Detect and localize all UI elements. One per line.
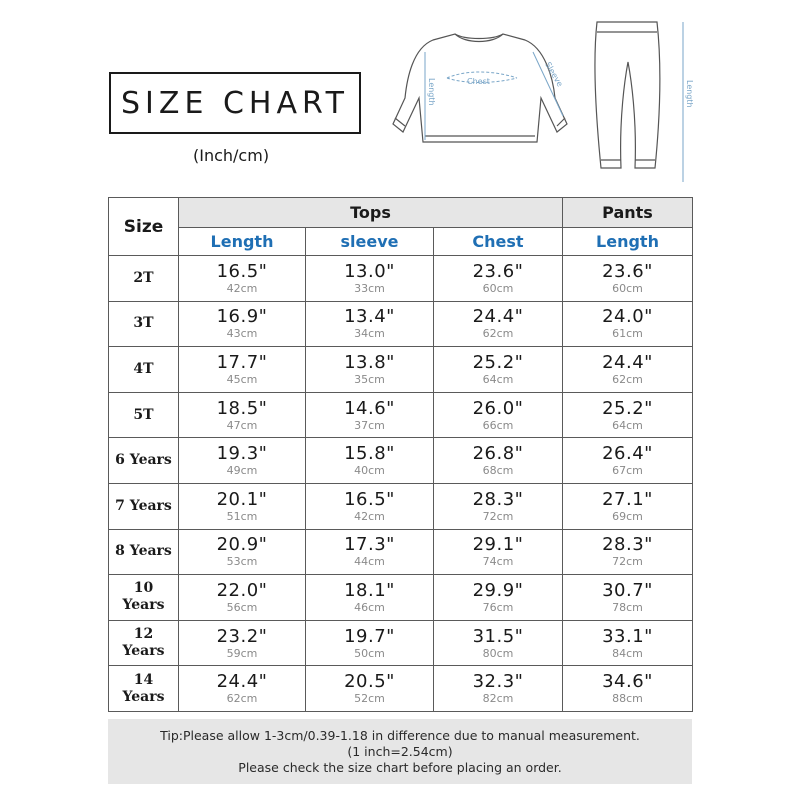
- measurement-cell: [563, 666, 693, 712]
- size-line-2: Years: [122, 688, 165, 705]
- table-row: [109, 256, 693, 302]
- inch-value: 19.3": [216, 443, 268, 465]
- tip-line-3: Please check the size chart before placing an order.: [238, 760, 562, 775]
- cm-value: 33cm: [354, 281, 385, 295]
- table-row: [109, 483, 693, 529]
- measurement-cell: [563, 483, 693, 529]
- measurement-cell: [434, 347, 563, 393]
- cm-value: 72cm: [482, 509, 514, 523]
- cm-value: 78cm: [612, 600, 643, 614]
- cm-value: 56cm: [226, 600, 258, 614]
- measurement-cell: [563, 620, 693, 666]
- measurement-cell: [179, 575, 306, 621]
- inch-value: 15.8": [344, 443, 395, 465]
- cm-value: 88cm: [612, 692, 643, 706]
- top-drawing: [393, 34, 567, 142]
- inch-value: 16.9": [216, 306, 268, 328]
- inch-value: 17.7": [216, 351, 268, 373]
- cm-value: 49cm: [226, 464, 258, 478]
- cm-value: 42cm: [354, 509, 385, 523]
- inch-value: 34.6": [602, 671, 653, 693]
- measurement-cell: [434, 666, 563, 712]
- col-header-sleeve: sleeve: [306, 228, 434, 256]
- tip-line-2: (1 inch=2.54cm): [347, 744, 453, 759]
- col-header-top-length: Length: [179, 228, 306, 256]
- garment-illustration: [385, 18, 695, 190]
- unit-label: (Inch/cm): [193, 146, 270, 165]
- tip-box: [108, 719, 692, 784]
- table-row: [109, 620, 693, 666]
- cm-value: 74cm: [482, 555, 514, 569]
- inch-value: 16.5": [344, 488, 395, 510]
- size-line-2: Years: [122, 597, 165, 614]
- cm-value: 51cm: [226, 509, 258, 523]
- size-table: [108, 197, 693, 712]
- size-cell: 7 Years: [109, 483, 179, 529]
- cm-value: 44cm: [354, 555, 385, 569]
- measurement-cell: [306, 438, 434, 484]
- inch-value: 26.0": [472, 397, 524, 419]
- pants-length-label: Length: [685, 80, 694, 108]
- measurement-cell: [306, 301, 434, 347]
- measurement-cell: [179, 347, 306, 393]
- measurement-cell: [306, 483, 434, 529]
- top-chest-label: Chest: [467, 77, 490, 86]
- inch-value: 20.9": [216, 534, 268, 556]
- inch-value: 24.4": [216, 671, 268, 693]
- cm-value: 69cm: [612, 509, 643, 523]
- size-cell: 5T: [109, 392, 179, 438]
- measurement-cell: [179, 392, 306, 438]
- cm-value: 37cm: [354, 418, 385, 432]
- cm-value: 45cm: [226, 372, 258, 386]
- inch-value: 14.6": [344, 397, 395, 419]
- size-cell: [109, 666, 179, 712]
- inch-value: 22.0": [216, 579, 268, 601]
- measurement-cell: [179, 438, 306, 484]
- top-length-label: Length: [427, 78, 436, 106]
- cm-value: 76cm: [482, 600, 514, 614]
- inch-value: 29.1": [472, 534, 524, 556]
- inch-value: 23.6": [602, 260, 653, 282]
- cm-value: 59cm: [226, 646, 258, 660]
- size-cell: 3T: [109, 301, 179, 347]
- table-row: [109, 392, 693, 438]
- inch-value: 24.0": [602, 306, 653, 328]
- measurement-cell: [563, 575, 693, 621]
- cm-value: 80cm: [482, 646, 514, 660]
- cm-value: 53cm: [226, 555, 258, 569]
- measurement-cell: [306, 347, 434, 393]
- tops-group-header: Tops: [179, 198, 563, 228]
- inch-value: 26.4": [602, 443, 653, 465]
- tip-line-1: Tip:Please allow 1-3cm/0.39-1.18 in difference due to manual measurement.: [160, 728, 640, 743]
- size-cell: 6 Years: [109, 438, 179, 484]
- measurement-cell: [179, 256, 306, 302]
- inch-value: 26.8": [472, 443, 524, 465]
- inch-value: 19.7": [344, 625, 395, 647]
- cm-value: 34cm: [354, 327, 385, 341]
- size-cell: 2T: [109, 256, 179, 302]
- cm-value: 60cm: [482, 281, 514, 295]
- cm-value: 62cm: [226, 692, 258, 706]
- inch-value: 33.1": [602, 625, 653, 647]
- size-line-1: 12: [133, 626, 154, 643]
- inch-value: 29.9": [472, 579, 524, 601]
- measurement-cell: [306, 666, 434, 712]
- inch-value: 13.8": [344, 351, 395, 373]
- inch-value: 13.4": [344, 306, 395, 328]
- cm-value: 66cm: [482, 418, 514, 432]
- col-header-pants-length: Length: [563, 228, 693, 256]
- cm-value: 61cm: [612, 327, 643, 341]
- size-cell: 4T: [109, 347, 179, 393]
- measurement-cell: [434, 529, 563, 575]
- title-box: [109, 72, 361, 134]
- measurement-cell: [306, 256, 434, 302]
- measurement-cell: [179, 620, 306, 666]
- table-row: [109, 301, 693, 347]
- measurement-cell: [563, 392, 693, 438]
- measurement-cell: [434, 483, 563, 529]
- inch-value: 31.5": [472, 625, 524, 647]
- measurement-cell: [563, 301, 693, 347]
- inch-value: 25.2": [472, 351, 524, 373]
- inch-value: 23.6": [472, 260, 524, 282]
- cm-value: 64cm: [612, 418, 643, 432]
- size-table-body: [109, 256, 693, 712]
- measurement-cell: [434, 438, 563, 484]
- cm-value: 35cm: [354, 372, 385, 386]
- inch-value: 25.2": [602, 397, 653, 419]
- measurement-cell: [563, 256, 693, 302]
- cm-value: 50cm: [354, 646, 385, 660]
- inch-value: 13.0": [344, 260, 395, 282]
- cm-value: 43cm: [226, 327, 258, 341]
- measurement-cell: [306, 575, 434, 621]
- inch-value: 32.3": [472, 671, 524, 693]
- measurement-cell: [563, 529, 693, 575]
- cm-value: 72cm: [612, 555, 643, 569]
- size-header: Size: [109, 198, 179, 256]
- measurement-cell: [434, 256, 563, 302]
- inch-value: 28.3": [472, 488, 524, 510]
- top-measure-lines: [425, 52, 563, 140]
- inch-value: 23.2": [216, 625, 268, 647]
- table-row: [109, 575, 693, 621]
- cm-value: 42cm: [226, 281, 258, 295]
- inch-value: 18.1": [344, 579, 395, 601]
- cm-value: 68cm: [482, 464, 514, 478]
- table-row: [109, 529, 693, 575]
- cm-value: 52cm: [354, 692, 385, 706]
- inch-value: 28.3": [602, 534, 653, 556]
- measurement-cell: [179, 529, 306, 575]
- table-row: [109, 438, 693, 484]
- measurement-cell: [179, 666, 306, 712]
- table-row: [109, 347, 693, 393]
- inch-value: 24.4": [602, 351, 653, 373]
- cm-value: 64cm: [482, 372, 514, 386]
- page-title: SIZE CHART: [121, 85, 349, 121]
- measurement-cell: [306, 620, 434, 666]
- measurement-cell: [179, 483, 306, 529]
- measurement-cell: [306, 392, 434, 438]
- cm-value: 67cm: [612, 464, 643, 478]
- inch-value: 17.3": [344, 534, 395, 556]
- pants-group-header: Pants: [563, 198, 693, 228]
- pants-drawing: [595, 22, 660, 168]
- size-line-2: Years: [122, 643, 165, 660]
- inch-value: 16.5": [216, 260, 268, 282]
- measurement-cell: [179, 301, 306, 347]
- cm-value: 62cm: [612, 372, 643, 386]
- measurement-cell: [434, 620, 563, 666]
- measurement-cell: [306, 529, 434, 575]
- measurement-cell: [434, 301, 563, 347]
- cm-value: 62cm: [482, 327, 514, 341]
- measurement-cell: [434, 575, 563, 621]
- top-sleeve-label: Sleeve: [543, 60, 565, 89]
- inch-value: 20.5": [344, 671, 395, 693]
- cm-value: 84cm: [612, 646, 643, 660]
- measurement-cell: [563, 438, 693, 484]
- size-cell: [109, 575, 179, 621]
- inch-value: 30.7": [602, 579, 653, 601]
- cm-value: 40cm: [354, 464, 385, 478]
- cm-value: 47cm: [226, 418, 258, 432]
- size-cell: 8 Years: [109, 529, 179, 575]
- inch-value: 20.1": [216, 488, 268, 510]
- size-line-1: 14: [133, 671, 154, 688]
- col-header-chest: Chest: [434, 228, 563, 256]
- cm-value: 60cm: [612, 281, 643, 295]
- measurement-cell: [563, 347, 693, 393]
- cm-value: 46cm: [354, 600, 385, 614]
- cm-value: 82cm: [482, 692, 514, 706]
- measurement-cell: [434, 392, 563, 438]
- size-cell: [109, 620, 179, 666]
- inch-value: 18.5": [216, 397, 268, 419]
- size-line-1: 10: [133, 580, 154, 597]
- table-row: [109, 666, 693, 712]
- inch-value: 27.1": [602, 488, 653, 510]
- inch-value: 24.4": [472, 306, 524, 328]
